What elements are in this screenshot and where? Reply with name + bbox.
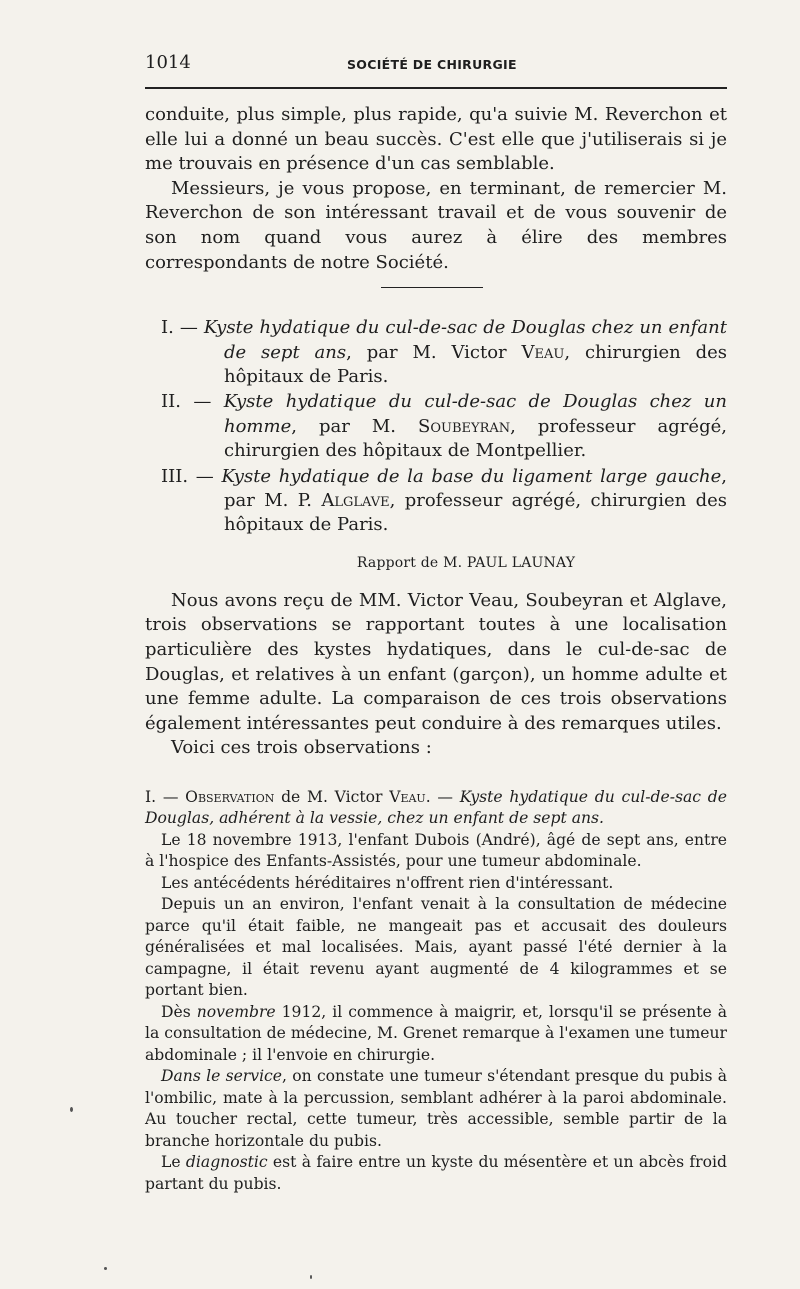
observation-paragraph-4 — [145, 1002, 727, 1067]
section-divider — [381, 287, 483, 288]
obs-p6-prefix: Le — [161, 1153, 181, 1172]
article-affiliation: , professeur agrégé, chirurgien des hôpitaux de Montpellier. — [224, 415, 727, 462]
article-title: Kyste hydatique du cul-de-sac de Douglas chez un enfant de sept ans — [203, 317, 727, 363]
observation-paragraph-5 — [145, 1066, 727, 1152]
obs-p4-prefix: Dès — [161, 1002, 191, 1021]
report-paragraph-2: Voici ces trois observations : — [171, 737, 432, 759]
article-title: Kyste hydatique du cul-de-sac de Douglas chez un homme — [223, 391, 727, 437]
article-numeral: II. — — [161, 391, 212, 413]
article-entry-3 — [145, 465, 727, 538]
obs-p5-emphasis: Dans le service — [161, 1067, 283, 1086]
paper-speck — [104, 1267, 107, 1270]
observation-author: Veau — [389, 787, 426, 806]
article-affiliation: , professeur agrégé, chirurgien des hôpitaux de Paris. — [224, 490, 727, 536]
observation-dash: . — — [425, 787, 453, 806]
article-numeral: III. — — [161, 465, 214, 487]
header-rule — [145, 87, 727, 89]
report-paragraph-1: Nous avons reçu de MM. Victor Veau, Soubeyran et Alglave, trois observations se rapportant toutes à une localisation particulière des kystes hydatiques, dans le cul-de-sac de Douglas, et relatives à un enfant (garçon), un homme adulte et une femme adulte. La comparaison de ces trois observations également intéressantes peut conduire à des remarques utiles. — [145, 589, 727, 734]
obs-p4-rest: 1912, il commence à maigrir, et, lorsqu'il se présente à la consultation de médecine, M. Grenet remarque à l'examen une tumeur abdominale ; il l'envoie en chirurgie. — [145, 1002, 727, 1064]
article-affiliation: , chirurgien des hôpitaux de Paris. — [224, 341, 727, 387]
observation-label: Observation — [185, 787, 275, 806]
article-author: Alglave — [321, 490, 390, 511]
article-entry-1 — [145, 316, 727, 389]
article-by: , par M. P. — [224, 465, 727, 511]
obs-p5-rest: , on constate une tumeur s'étendant presque du pubis à l'ombilic, mate à la percussion, semblant adhérer à la paroi abdominale. Au toucher rectal, cette tumeur, très accessible, semble partir de la branche horizontale du pubis. — [145, 1067, 727, 1150]
article-by: , par M. Victor — [346, 341, 507, 363]
observation-paragraph-6 — [145, 1152, 727, 1195]
obs-p6-emphasis: diagnostic — [185, 1153, 268, 1172]
observation-numeral: I. — — [145, 787, 179, 806]
intro-paragraph-1: conduite, plus simple, plus rapide, qu'a suivie M. Reverchon et elle lui a donné un beau succès. C'est elle que j'utiliserais si je me trouvais en présence d'un cas semblable. — [145, 104, 727, 175]
observation-heading — [145, 787, 727, 830]
paper-speck — [310, 1275, 312, 1279]
page-header — [145, 52, 727, 78]
observation-paragraph-1: Le 18 novembre 1913, l'enfant Dubois (André), âgé de sept ans, entre à l'hospice des Enfants-Assistés, pour une tumeur abdominale. — [145, 830, 727, 871]
article-numeral: I. — — [161, 317, 198, 339]
article-title: Kyste hydatique de la base du ligament large gauche — [221, 465, 722, 487]
obs-p6-rest: est à faire entre un kyste du mésentère et un abcès froid partant du pubis. — [145, 1153, 727, 1193]
observation-paragraph-2: Les antécédents héréditaires n'offrent rien d'intéressant. — [161, 873, 614, 892]
report-heading: Rapport de M. PAUL LAUNAY — [356, 554, 576, 571]
observation-paragraph-3: Depuis un an environ, l'enfant venait à la consultation de médecine parce qu'il était faible, ne mangeait pas et accusait des douleurs généralisées et mal localisées. Mais, ayant passé l'été dernier à la campagne, il était revenu ayant augmenté de 4 kilogrammes et se portant bien. — [145, 895, 727, 1000]
article-author: Soubeyran — [418, 415, 511, 437]
obs-p4-emphasis: novembre — [196, 1002, 276, 1021]
page-number: 1014 — [145, 52, 191, 73]
article-entry-2 — [145, 390, 727, 463]
running-title: SOCIÉTÉ DE CHIRURGIE — [347, 57, 517, 72]
book-page — [145, 52, 727, 1195]
paper-speck — [70, 1107, 73, 1112]
observation-title: Kyste hydatique du cul-de-sac de Douglas, adhérent à la vessie, chez un enfant de sept ans. — [145, 787, 727, 828]
article-author: Veau — [521, 341, 565, 363]
observation-by: de M. Victor — [281, 787, 383, 806]
article-by: , par M. — [291, 415, 397, 437]
intro-paragraph-2: Messieurs, je vous propose, en terminant, de remercier M. Reverchon de son intéressant travail et de vous souvenir de son nom quand vous aurez à élire des membres correspondants de notre Société. — [145, 177, 727, 273]
